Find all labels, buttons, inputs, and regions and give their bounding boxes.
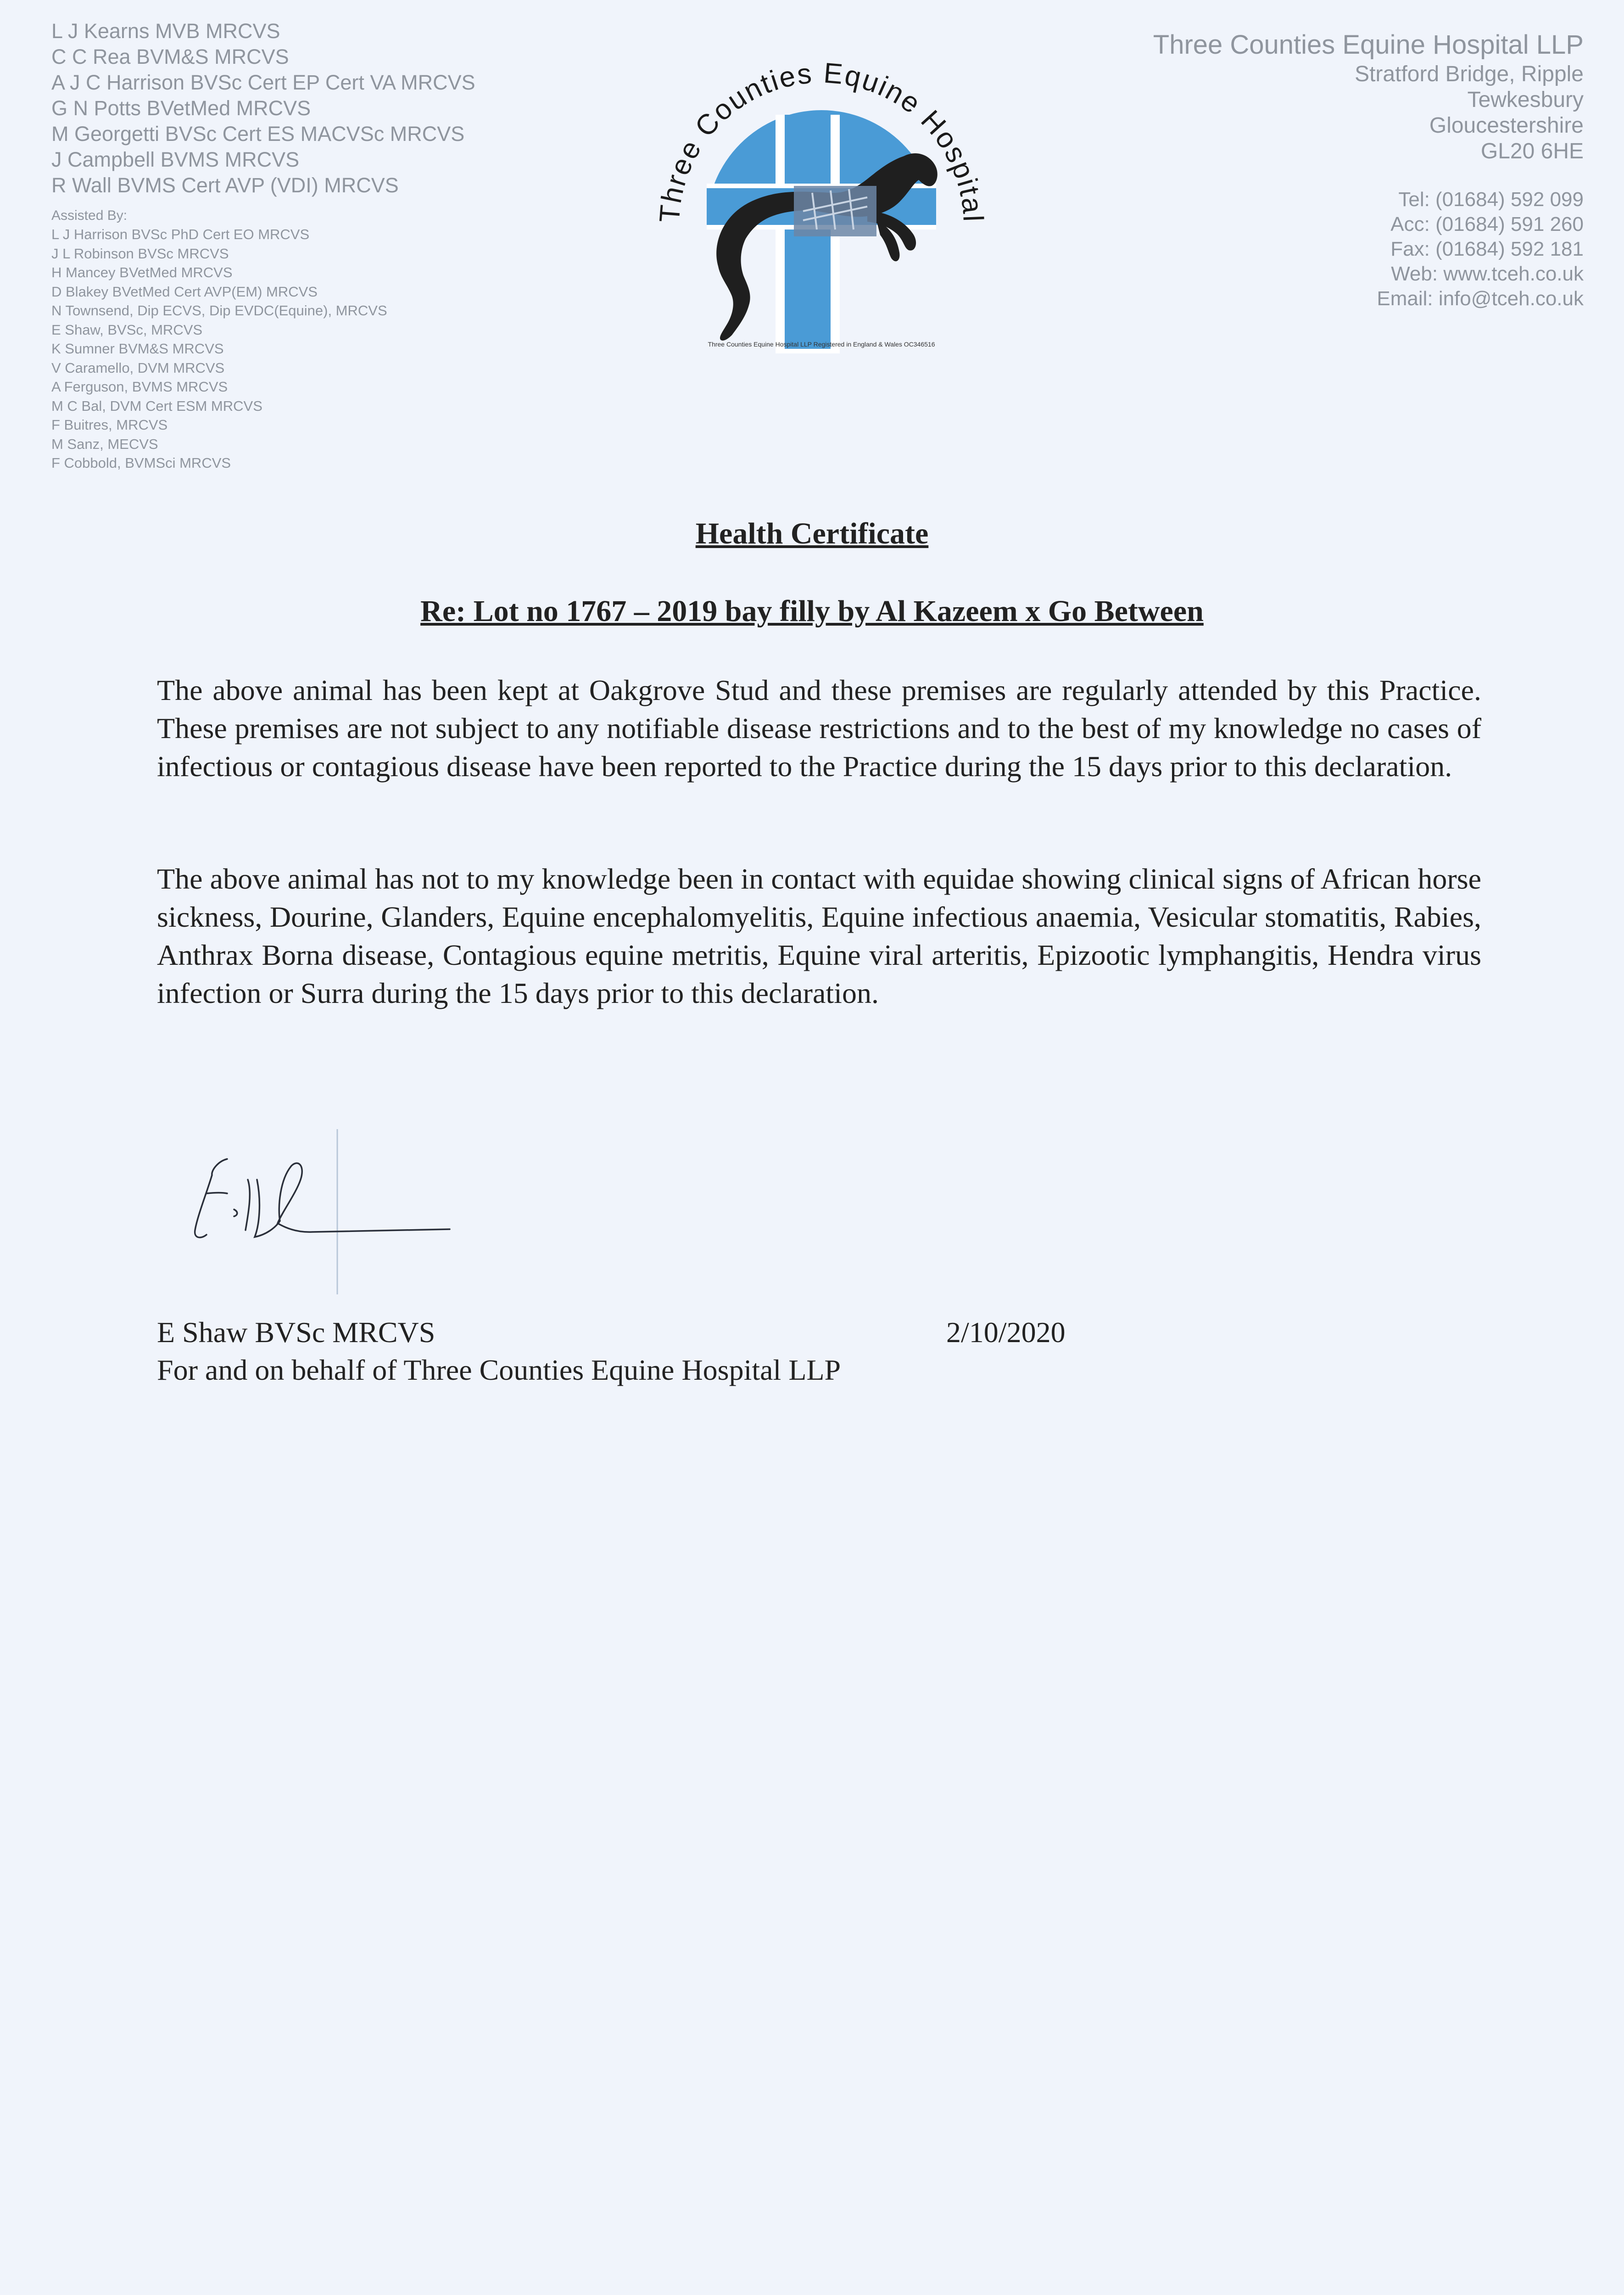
certificate-date: 2/10/2020 — [946, 1316, 1066, 1349]
partner-item: L J Kearns MVB MRCVS — [51, 19, 280, 43]
premises-paragraph: The above animal has been kept at Oakgrove Stud and these premises are regularly attended by this Practice. These premises are not subject to any notifiable disease restrictions and to the best of my knowledge no cases of infectious or contagious disease have been reported to the Practice during the 15 days prior to this declaration. — [157, 674, 1481, 783]
partner-item: R Wall BVMS Cert AVP (VDI) MRCVS — [51, 174, 399, 197]
partner-item: M Georgetti BVSc Cert ES MACVSc MRCVS — [51, 122, 465, 146]
address-line: Tewkesbury — [1467, 88, 1584, 112]
partners-list — [51, 18, 475, 198]
document-title: Health Certificate — [695, 517, 929, 550]
assistant-item: D Blakey BVetMed Cert AVP(EM) MRCVS — [51, 283, 318, 300]
assistant-item: N Townsend, Dip ECVS, Dip EVDC(Equine), MRCVS — [51, 302, 387, 319]
fax-line: Fax: (01684) 592 181 — [1390, 238, 1584, 260]
partner-item: A J C Harrison BVSc Cert EP Cert VA MRCVS — [51, 71, 475, 94]
address-block — [1153, 28, 1584, 311]
assistant-item: J L Robinson BVSc MRCVS — [51, 245, 229, 262]
assistant-item: F Cobbold, BVMSci MRCVS — [51, 455, 231, 471]
assistant-item: L J Harrison BVSc PhD Cert EO MRCVS — [51, 226, 310, 242]
partner-item: C C Rea BVM&S MRCVS — [51, 45, 289, 68]
behalf-line: For and on behalf of Three Counties Equine Hospital LLP — [157, 1354, 841, 1386]
assistant-item: F Buitres, MRCVS — [51, 417, 168, 433]
signer-block — [157, 1314, 841, 1389]
address-line: GL20 6HE — [1480, 139, 1584, 163]
email-line: Email: info@tceh.co.uk — [1377, 287, 1584, 310]
address-line: Gloucestershire — [1429, 113, 1584, 138]
partner-item: G N Potts BVetMed MRCVS — [51, 96, 311, 120]
firm-name: Three Counties Equine Hospital LLP — [1153, 30, 1584, 60]
assistant-item: V Caramello, DVM MRCVS — [51, 359, 225, 376]
partner-item: J Campbell BVMS MRCVS — [51, 148, 300, 171]
logo-arc-text: Three Counties Equine Hospital — [653, 57, 989, 224]
accounts-line: Acc: (01684) 591 260 — [1390, 213, 1584, 235]
assistant-item: K Sumner BVM&S MRCVS — [51, 341, 224, 357]
web-line: Web: www.tceh.co.uk — [1391, 263, 1584, 285]
assisted-by-label: Assisted By: — [51, 208, 128, 223]
signature-image — [179, 1125, 463, 1299]
signer-name: E Shaw BVSc MRCVS — [157, 1316, 435, 1349]
logo-caption: Three Counties Equine Hospital LLP Registered in England & Wales OC346516 — [708, 341, 935, 348]
phone-line: Tel: (01684) 592 099 — [1398, 188, 1584, 211]
assistant-item: H Mancey BVetMed MRCVS — [51, 264, 233, 280]
hospital-logo — [629, 46, 1014, 358]
postal-address — [1153, 62, 1584, 164]
assistants-list — [51, 225, 475, 473]
subject-line: Re: Lot no 1767 – 2019 bay filly by Al Kazeem x Go Between — [420, 594, 1204, 628]
assistant-item: A Ferguson, BVMS MRCVS — [51, 379, 228, 395]
assistant-item: E Shaw, BVSc, MRCVS — [51, 321, 203, 338]
staff-list — [51, 18, 475, 473]
contact-details — [1153, 187, 1584, 311]
assistant-item: M Sanz, MECVS — [51, 436, 158, 452]
assistant-item: M C Bal, DVM Cert ESM MRCVS — [51, 397, 262, 414]
address-line: Stratford Bridge, Ripple — [1355, 62, 1584, 86]
contact-paragraph: The above animal has not to my knowledge been in contact with equidae showing clinical signs of African horse sickness, Dourine, Glanders, Equine encephalomyelitis, Equine infectious anaemia, Vesicular stomatitis, Rabies, Anthrax Borna disease, Contagious equine metritis, Equine viral arteritis, Epizootic lymphangitis, Hendra virus infection or Surra during the 15 days prior to this declaration. — [157, 862, 1481, 1009]
